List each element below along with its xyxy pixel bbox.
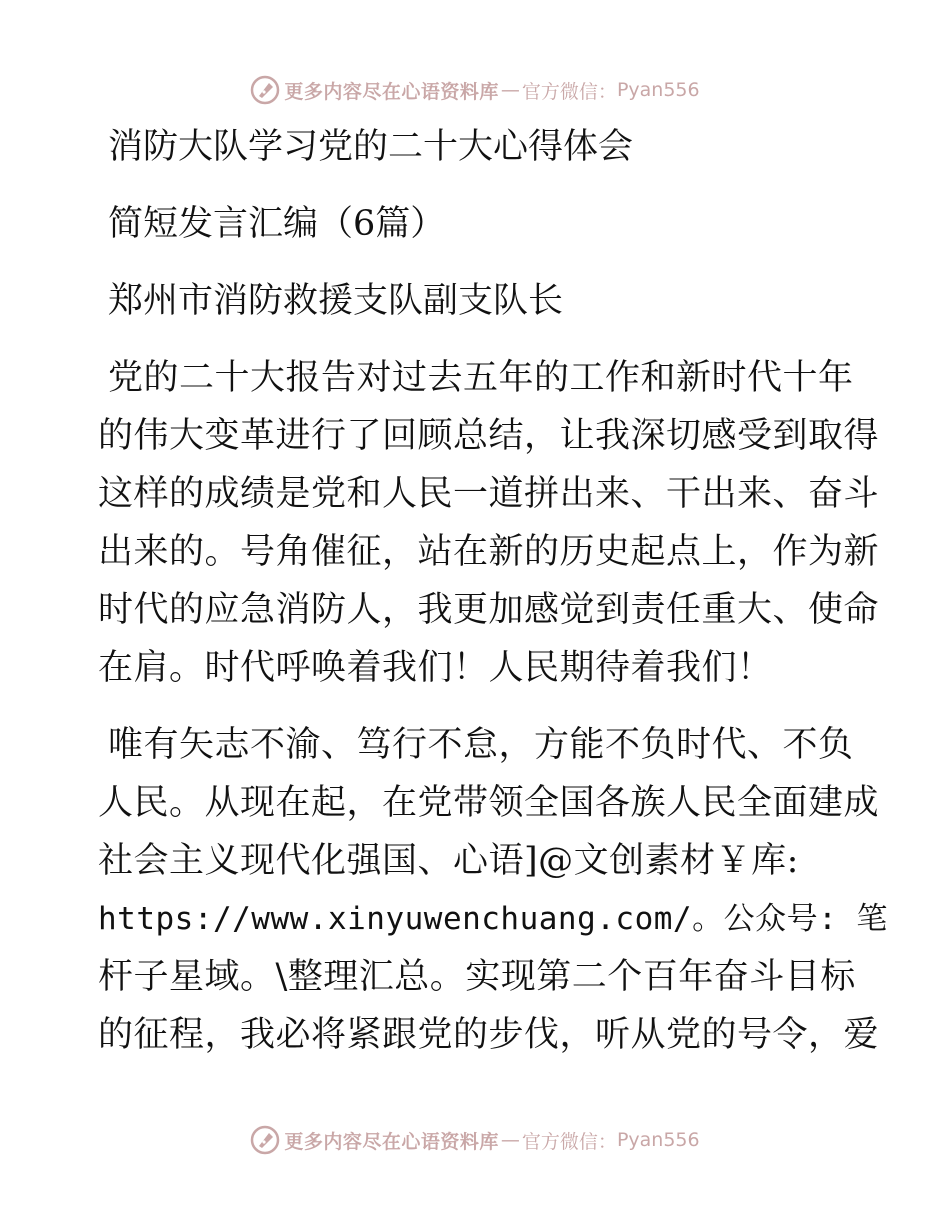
paragraph-line: 唯有矢志不渝、笃行不怠，方能不负时代、不负 <box>108 725 854 765</box>
banner-wechat-id: Pyan556 <box>616 79 700 101</box>
document-title: 消防大队学习党的二十大心得体会 <box>108 127 634 167</box>
paragraph-line: 这样的成绩是党和人民一道拼出来、干出来、奋斗 <box>98 474 880 514</box>
paragraph-line: 出来的。号角催征，站在新的历史起点上，作为新 <box>98 532 880 572</box>
document-subtitle: 简短发言汇编（6篇） <box>108 204 446 244</box>
paragraph-line: 在肩。时代呼唤着我们！人民期待着我们！ <box>98 648 773 688</box>
paragraph-line: 杆子星域。\整理汇总。实现第二个百年奋斗目标 <box>98 957 856 997</box>
paragraph-2 <box>98 716 888 1064</box>
paragraph-line: 时代的应急消防人，我更加感觉到责任重大、使命 <box>98 590 880 630</box>
banner-wechat-label: 官方微信： <box>521 1130 617 1153</box>
paragraph-1 <box>98 349 880 697</box>
author-line: 郑州市消防救援支队副支队长 <box>108 281 564 321</box>
document-body <box>98 118 888 1083</box>
banner-text: 更多内容尽在心语资料库 <box>284 1130 499 1153</box>
banner-separator: — <box>500 1129 520 1151</box>
footer-banner <box>0 1120 950 1160</box>
banner-wechat-label: 官方微信： <box>521 80 617 103</box>
banner-separator: — <box>500 79 520 101</box>
pen-nib-logo-icon <box>250 1125 280 1155</box>
paragraph-line: 的伟大变革进行了回顾总结，让我深切感受到取得 <box>98 416 880 456</box>
paragraph-line-url: https://www.xinyuwenchuang.com/。公众号: 笔 <box>98 901 888 937</box>
banner-text: 更多内容尽在心语资料库 <box>284 80 499 103</box>
header-banner <box>0 70 950 110</box>
pen-nib-logo-icon <box>250 75 280 105</box>
paragraph-line: 的征程，我必将紧跟党的步伐，听从党的号令，爱 <box>98 1015 880 1055</box>
banner-wechat-id: Pyan556 <box>616 1129 700 1151</box>
paragraph-line: 社会主义现代化强国、心语]@文创素材￥库: <box>98 841 799 881</box>
paragraph-line: 党的二十大报告对过去五年的工作和新时代十年 <box>108 358 854 398</box>
paragraph-line: 人民。从现在起，在党带领全国各族人民全面建成 <box>98 783 880 823</box>
